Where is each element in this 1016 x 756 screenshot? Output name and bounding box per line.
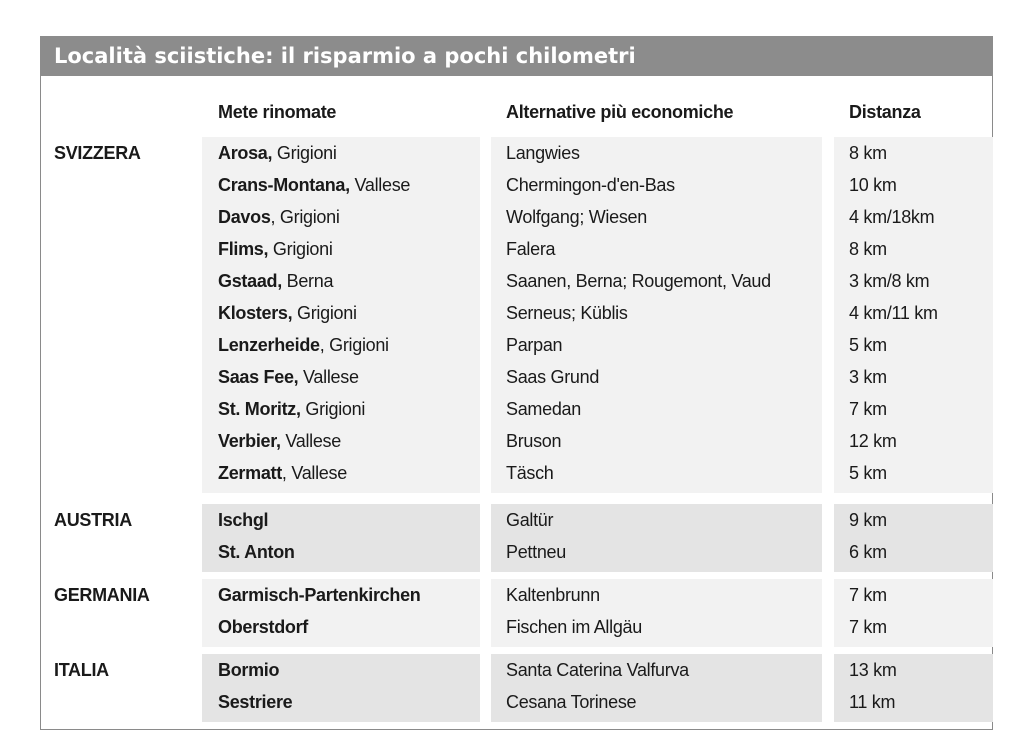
resort-region: , Grigioni <box>270 207 340 227</box>
alternative-cell: Kaltenbrunn <box>506 585 600 605</box>
resort-name: Lenzerheide <box>218 335 320 355</box>
distance-cell: 4 km/11 km <box>849 303 938 323</box>
resort-cell <box>218 233 333 265</box>
resort-region: Grigioni <box>300 399 366 419</box>
resort-cell <box>218 504 268 536</box>
alternative-cell: Langwies <box>506 143 580 163</box>
distance-cell: 8 km <box>849 143 887 163</box>
country-label: AUSTRIA <box>54 510 132 530</box>
resort-name: Gstaad, <box>218 271 282 291</box>
alternative-cell: Santa Caterina Valfurva <box>506 660 689 680</box>
distance-cell: 13 km <box>849 660 897 680</box>
resort-cell <box>218 169 410 201</box>
resort-name: Garmisch-Partenkirchen <box>218 585 421 605</box>
resort-name: Arosa, <box>218 143 273 163</box>
country-label: ITALIA <box>54 660 109 680</box>
resort-region: Berna <box>281 271 334 291</box>
distance-cell: 3 km/8 km <box>849 271 930 291</box>
distance-cell: 9 km <box>849 510 887 530</box>
resort-cell <box>218 329 389 361</box>
resort-cell <box>218 686 292 718</box>
alternative-cell: Saanen, Berna; Rougemont, Vaud <box>506 271 771 291</box>
resort-cell <box>218 361 359 393</box>
resort-cell <box>218 654 279 686</box>
resort-region: Grigioni <box>292 303 357 323</box>
distance-cell: 7 km <box>849 617 887 637</box>
alternative-cell: Serneus; Küblis <box>506 303 628 323</box>
alternative-cell: Bruson <box>506 431 562 451</box>
distance-cell: 6 km <box>849 542 887 562</box>
alternative-cell: Cesana Torinese <box>506 692 637 712</box>
resort-cell <box>218 137 337 169</box>
resort-region: Vallese <box>349 175 411 195</box>
resort-cell <box>218 297 357 329</box>
resort-name: St. Moritz, <box>218 399 301 419</box>
alternative-cell: Wolfgang; Wiesen <box>506 207 647 227</box>
resort-region: , Grigioni <box>319 335 389 355</box>
resort-name: Zermatt <box>218 463 282 483</box>
country-label: SVIZZERA <box>54 143 141 163</box>
table-title: Località sciistiche: il risparmio a pochi chilometri <box>40 36 993 76</box>
distance-cell: 3 km <box>849 367 887 387</box>
resort-region: , Vallese <box>281 463 347 483</box>
resort-region: Grigioni <box>268 239 333 259</box>
distance-cell: 8 km <box>849 239 887 259</box>
resort-name: Verbier, <box>218 431 281 451</box>
resort-name: Sestriere <box>218 692 293 712</box>
resort-cell <box>218 265 333 297</box>
distance-cell: 12 km <box>849 431 897 451</box>
resort-cell <box>218 611 308 643</box>
resort-name: Saas Fee, <box>218 367 299 387</box>
header-alternatives: Alternative più economiche <box>506 102 734 122</box>
alternative-cell: Pettneu <box>506 542 566 562</box>
country-label: GERMANIA <box>54 585 150 605</box>
resort-cell <box>218 579 420 611</box>
resort-region: Grigioni <box>272 143 337 163</box>
distance-cell: 4 km/18km <box>849 207 935 227</box>
distance-cell: 7 km <box>849 399 887 419</box>
resort-name: Bormio <box>218 660 280 680</box>
alternative-cell: Parpan <box>506 335 563 355</box>
distance-cell: 10 km <box>849 175 897 195</box>
resort-name: St. Anton <box>218 542 295 562</box>
header-distance: Distanza <box>849 102 921 122</box>
resort-cell <box>218 457 347 489</box>
alternative-cell: Galtür <box>506 510 554 530</box>
resort-name: Ischgl <box>218 510 269 530</box>
alternative-cell: Fischen im Allgäu <box>506 617 642 637</box>
resort-name: Klosters, <box>218 303 293 323</box>
alternative-cell: Saas Grund <box>506 367 600 387</box>
alternative-cell: Chermingon-d'en-Bas <box>506 175 675 195</box>
alternative-cell: Falera <box>506 239 556 259</box>
resort-region: Vallese <box>280 431 341 451</box>
resort-cell <box>218 425 341 457</box>
resort-name: Flims, <box>218 239 269 259</box>
distance-cell: 5 km <box>849 335 887 355</box>
resort-region: Vallese <box>298 367 359 387</box>
resort-name: Oberstdorf <box>218 617 309 637</box>
distance-cell: 7 km <box>849 585 887 605</box>
resort-cell <box>218 393 365 425</box>
distance-cell: 11 km <box>849 692 896 712</box>
alternative-cell: Samedan <box>506 399 581 419</box>
resort-name: Crans-Montana, <box>218 175 350 195</box>
distance-cell: 5 km <box>849 463 887 483</box>
resort-name: Davos <box>218 207 271 227</box>
resort-cell <box>218 201 340 233</box>
resort-cell <box>218 536 295 568</box>
alternative-cell: Täsch <box>506 463 554 483</box>
header-renowned: Mete rinomate <box>218 102 337 122</box>
